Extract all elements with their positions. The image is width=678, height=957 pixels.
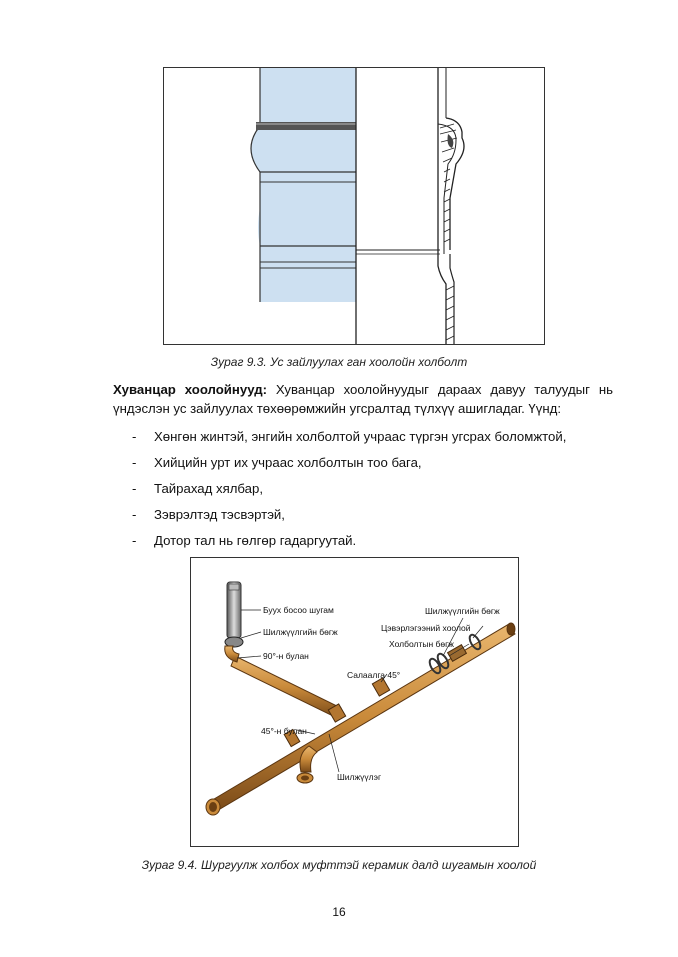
list-item: - Зэврэлтэд тэсвэртэй, (132, 507, 285, 522)
label-seal-ring-right: Шилжүүлгийн бөгж (425, 606, 500, 616)
figure-caption-2: Зураг 9.4. Шургуулж холбох муфттэй керамик далд шугамын хоолой (141, 858, 537, 872)
list-marker: - (132, 533, 137, 548)
label-elbow-45: 45°-н булан (261, 726, 307, 736)
pipe-system-drawing (191, 558, 518, 846)
list-marker: - (132, 455, 137, 470)
paragraph (113, 380, 613, 418)
steel-pipe-joint-drawing (164, 68, 544, 344)
label-coupling-ring: Холболтын бөгж (389, 639, 454, 649)
label-branch-45: Салаалга 45° (347, 670, 401, 680)
label-seal-ring: Шилжүүлгийн бөгж (263, 627, 338, 637)
list-item: - Хийцийн урт их учраас холболтын тоо бага, (132, 455, 422, 470)
list-item: - Дотор тал нь гөлгөр гадаргуутай. (132, 533, 357, 548)
advantages-list (113, 427, 613, 557)
label-riser: Буух босоо шугам (263, 605, 334, 615)
label-transition: Шилжүүлэг (337, 772, 382, 782)
page-number: 16 (332, 905, 346, 919)
label-elbow-90: 90°-н булан (263, 651, 309, 661)
list-marker: - (132, 507, 137, 522)
paragraph-lead: Хуванцар хоолойнууд: (113, 382, 267, 397)
figure-steel-pipe-joint (163, 67, 545, 345)
paragraph-text: Хуванцар хоолойнуудыг дараах давуу талуудыг нь үндэслэн ус зайлуулах төхөөрөмжийн угсралтад түлхүү ашигладаг. Үүнд: (113, 382, 613, 416)
list-item: - Хөнгөн жинтэй, энгийн холболтой учраас түргэн угсрах боломжтой, (132, 429, 567, 444)
figure-ceramic-pipe-system (190, 557, 519, 847)
list-marker: - (132, 481, 137, 496)
label-cleanout-pipe: Цэвэрлэгээний хоолой (381, 623, 471, 633)
figure-caption: Зураг 9.3. Ус зайлуулах ган хоолойн холболт (210, 355, 468, 369)
list-marker: - (132, 429, 137, 444)
list-item: - Тайрахад хялбар, (132, 481, 263, 496)
